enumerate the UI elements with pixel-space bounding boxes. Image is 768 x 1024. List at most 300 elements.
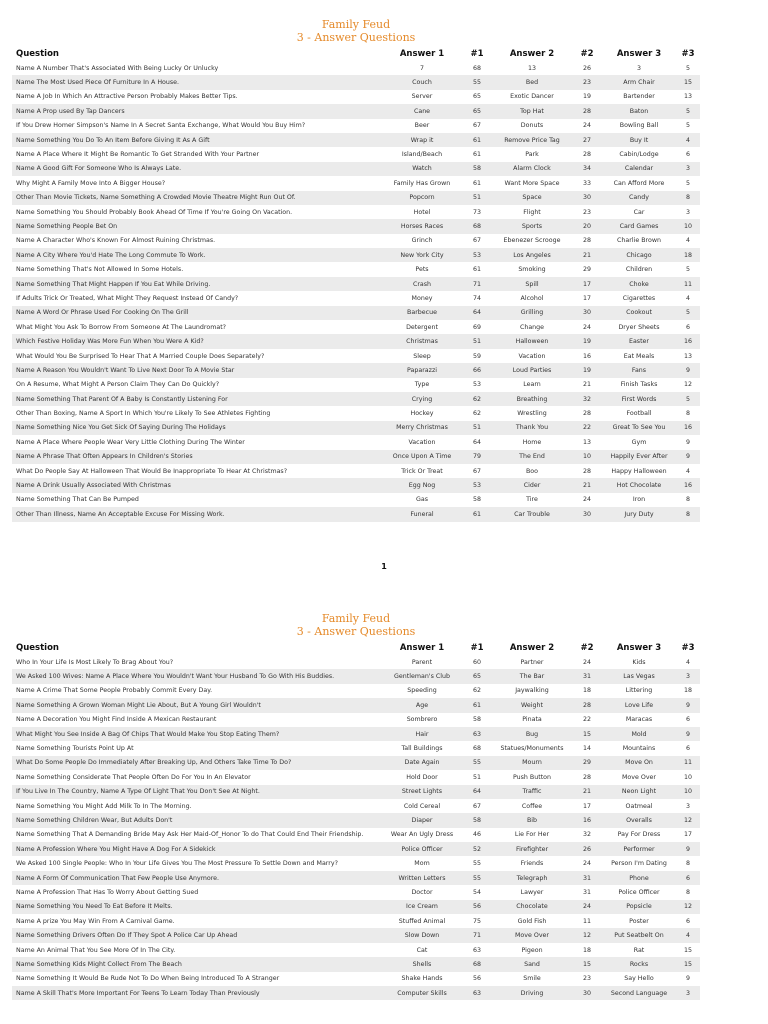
count-3-cell: 5: [676, 392, 700, 406]
question-cell: Name Something That Might Happen If You Eat While Driving.: [12, 277, 382, 291]
answer-2-cell: Smoking: [518, 266, 546, 274]
answer-3-cell: Bowling Ball: [619, 122, 659, 130]
count-2-cell: 28: [582, 773, 591, 781]
answer-2-cell: Lie For Her: [514, 831, 550, 839]
table-row: [12, 828, 700, 842]
answer-2-cell: Bug: [492, 727, 572, 741]
question-cell: Name A Prop used By Tap Dancers: [12, 104, 382, 118]
count-2-cell: 21: [572, 248, 602, 262]
answer-3-cell: Mold: [602, 727, 676, 741]
count-3-cell: 11: [676, 756, 700, 770]
answer-1-cell: Parent: [411, 658, 433, 666]
count-3-cell: 4: [685, 294, 690, 302]
count-1-cell: 61: [462, 698, 492, 712]
count-3-cell: 8: [676, 191, 700, 205]
count-2-cell: 29: [572, 756, 602, 770]
question-cell: We Asked 100 Single People: Who In Your Life Gives You The Most Pressure To Settle Down and Marry?: [16, 860, 338, 868]
question-cell: Why Might A Family Move Into A Bigger House?: [16, 179, 166, 187]
answer-2-cell: Chocolate: [492, 900, 572, 914]
count-3-cell: 9: [685, 975, 690, 983]
count-2-cell: 29: [582, 266, 591, 274]
count-2-cell: 18: [582, 687, 591, 695]
count-3-cell: 16: [676, 478, 700, 492]
question-cell: Other Than Boxing, Name A Sport In Which You're Likely To See Athletes Fighting: [16, 410, 271, 418]
answer-1-cell: Shells: [382, 957, 462, 971]
answer-1-cell: Tall Buildings: [401, 745, 443, 753]
answer-2-cell: Pigeon: [521, 946, 543, 954]
question-cell: What Do People Say At Halloween That Would Be Inappropriate To Hear At Christmas?: [16, 467, 288, 475]
answer-2-cell: The End: [492, 450, 572, 464]
answer-1-cell: Beer: [414, 122, 430, 130]
count-1-cell: 60: [472, 658, 481, 666]
table-row: [12, 320, 700, 334]
answer-1-cell: Hair: [382, 727, 462, 741]
count-1-cell: 55: [462, 871, 492, 885]
table-row: [12, 885, 700, 899]
doc-subtitle: 3 - Answer Questions: [296, 625, 416, 638]
answer-3-cell: Can Afford More: [613, 179, 665, 187]
table-row: [12, 306, 700, 320]
question-cell: Other Than Illness, Name An Acceptable Excuse For Missing Work.: [12, 507, 382, 521]
answer-3-cell: Poster: [629, 917, 649, 925]
question-cell: Name A prize You May Win From A Carnival Game.: [16, 917, 175, 925]
answer-3-cell: Person I'm Dating: [611, 860, 667, 868]
answer-1-cell: Street Lights: [382, 785, 462, 799]
count-1-cell: 63: [462, 727, 492, 741]
answer-1-cell: Date Again: [382, 756, 462, 770]
count-2-cell: 24: [582, 658, 591, 666]
header-count-1: #1: [470, 49, 484, 59]
table-row: [12, 799, 700, 813]
count-2-cell: 28: [572, 104, 602, 118]
question-cell: Name An Animal That You See More Of In The City.: [16, 946, 176, 954]
answer-2-cell: Bed: [492, 75, 572, 89]
question-cell: Name A Number That's Associated With Being Lucky Or Unlucky: [16, 64, 219, 72]
count-1-cell: 53: [462, 478, 492, 492]
table-row: [12, 928, 700, 942]
count-3-cell: 15: [676, 957, 700, 971]
count-3-cell: 9: [676, 698, 700, 712]
header-question: Question: [16, 49, 59, 59]
question-cell: On A Resume, What Might A Person Claim They Can Do Quickly?: [16, 381, 220, 389]
answer-3-cell: Candy: [602, 191, 676, 205]
answer-2-cell: Grilling: [492, 306, 572, 320]
question-cell: Name Something That Can Be Pumped: [16, 496, 139, 504]
count-3-cell: 10: [676, 785, 700, 799]
count-2-cell: 23: [572, 75, 602, 89]
count-1-cell: 67: [472, 467, 481, 475]
table-row: [12, 147, 700, 161]
answer-3-cell: Finish Tasks: [620, 381, 658, 389]
answer-1-cell: Hotel: [413, 208, 431, 216]
answer-2-cell: Friends: [520, 860, 544, 868]
question-cell: Name A Profession Where You Might Have A Dog For A Sidekick: [12, 842, 382, 856]
answer-2-cell: Halloween: [492, 334, 572, 348]
answer-3-cell: Cabin/Lodge: [619, 151, 659, 159]
count-3-cell: 15: [676, 75, 700, 89]
table-row: [12, 75, 700, 89]
count-2-cell: 16: [572, 813, 602, 827]
answer-1-cell: Doctor: [411, 888, 433, 896]
answer-1-cell: Horses Races: [382, 219, 462, 233]
answer-3-cell: Oatmeal: [625, 802, 653, 810]
count-2-cell: 26: [582, 64, 591, 72]
count-2-cell: 34: [572, 162, 602, 176]
answer-2-cell: Park: [525, 151, 539, 159]
doc-title: Family Feud: [321, 612, 391, 625]
answer-3-cell: Performer: [602, 842, 676, 856]
table-row: [12, 464, 700, 478]
answer-1-cell: Ice Cream: [382, 900, 462, 914]
answer-3-cell: Littering: [625, 687, 653, 695]
question-cell: We Asked 100 Wives: Name A Place Where You Wouldn't Want Your Husband To Go With His Buddies.: [12, 669, 382, 683]
answer-2-cell: Alcohol: [520, 294, 544, 302]
page-number: 1: [381, 562, 387, 571]
count-1-cell: 51: [472, 773, 481, 781]
answer-3-cell: First Words: [602, 392, 676, 406]
answer-2-cell: Exotic Dancer: [510, 93, 554, 101]
table-row: [12, 900, 700, 914]
answer-1-cell: Cane: [382, 104, 462, 118]
answer-2-cell: Coffee: [521, 802, 543, 810]
count-2-cell: 11: [582, 917, 591, 925]
count-2-cell: 24: [582, 323, 591, 331]
count-3-cell: 9: [685, 438, 690, 446]
table-row: [12, 119, 700, 133]
answer-2-cell: Move Over: [492, 928, 572, 942]
answer-1-cell: Once Upon A Time: [382, 450, 462, 464]
count-1-cell: 75: [472, 917, 481, 925]
answer-2-cell: Cider: [492, 478, 572, 492]
count-3-cell: 13: [683, 352, 692, 360]
answer-2-cell: Partner: [520, 658, 544, 666]
count-1-cell: 62: [472, 410, 481, 418]
answer-1-cell: Hold Door: [406, 773, 438, 781]
header-count-2: #2: [580, 643, 594, 653]
question-cell: Name Something Nice You Get Sick Of Saying During The Holidays: [12, 421, 382, 435]
answer-2-cell: Car Trouble: [492, 507, 572, 521]
table-row: [12, 813, 700, 827]
count-1-cell: 56: [472, 975, 481, 983]
answer-1-cell: Watch: [382, 162, 462, 176]
count-1-cell: 73: [472, 208, 481, 216]
answer-3-cell: Cookout: [602, 306, 676, 320]
count-3-cell: 12: [676, 900, 700, 914]
count-3-cell: 3: [676, 669, 700, 683]
table-row: [12, 770, 700, 784]
count-3-cell: 3: [676, 162, 700, 176]
table-row: [12, 378, 700, 392]
table-row: [12, 785, 700, 799]
answer-3-cell: Love Life: [602, 698, 676, 712]
question-cell: Other Than Movie Tickets, Name Something A Crowded Movie Theatre Might Run Out Of.: [12, 191, 382, 205]
count-2-cell: 15: [572, 727, 602, 741]
count-2-cell: 30: [572, 986, 602, 1000]
count-3-cell: 8: [676, 507, 700, 521]
answer-3-cell: Gym: [631, 438, 647, 446]
count-2-cell: 17: [572, 277, 602, 291]
answer-3-cell: Pay For Dress: [617, 831, 661, 839]
answer-2-cell: Mourn: [492, 756, 572, 770]
count-2-cell: 27: [572, 133, 602, 147]
table-row: [12, 655, 700, 669]
count-2-cell: 23: [582, 208, 591, 216]
answer-2-cell: Vacation: [518, 352, 546, 360]
table-row: [12, 334, 700, 348]
answer-1-cell: Grinch: [411, 237, 433, 245]
count-1-cell: 55: [472, 860, 481, 868]
count-3-cell: 6: [685, 917, 690, 925]
table-row: [12, 871, 700, 885]
count-2-cell: 19: [572, 334, 602, 348]
question-cell: Name Something That Parent Of A Baby Is Constantly Listening For: [12, 392, 382, 406]
question-cell: Name A Profession That Has To Worry About Getting Sued: [16, 888, 199, 896]
answer-1-cell: Christmas: [382, 334, 462, 348]
count-1-cell: 67: [472, 237, 481, 245]
answer-3-cell: Chicago: [602, 248, 676, 262]
count-3-cell: 6: [685, 716, 690, 724]
count-3-cell: 5: [676, 306, 700, 320]
count-2-cell: 32: [582, 831, 591, 839]
count-3-cell: 3: [685, 802, 690, 810]
count-2-cell: 22: [582, 716, 591, 724]
answer-1-cell: Gentleman's Club: [382, 669, 462, 683]
count-2-cell: 24: [582, 496, 591, 504]
answer-1-cell: Written Letters: [382, 871, 462, 885]
answer-1-cell: Age: [382, 698, 462, 712]
count-1-cell: 64: [472, 438, 481, 446]
answer-2-cell: Alarm Clock: [492, 162, 572, 176]
count-2-cell: 21: [572, 785, 602, 799]
header-answer-1: Answer 1: [399, 49, 445, 59]
count-2-cell: 23: [582, 975, 591, 983]
answer-3-cell: Car: [633, 208, 645, 216]
answer-1-cell: Cold Cereal: [403, 802, 441, 810]
count-3-cell: 3: [685, 208, 690, 216]
question-cell: If You Live In The Country, Name A Type Of Light That You Don't See At Night.: [12, 785, 382, 799]
answer-3-cell: Police Officer: [618, 888, 660, 896]
document-page-2: [12, 612, 700, 1000]
table-row: [12, 421, 700, 435]
count-1-cell: 46: [472, 831, 481, 839]
answer-2-cell: Driving: [492, 986, 572, 1000]
header-count-2: #2: [580, 49, 594, 59]
count-1-cell: 52: [462, 842, 492, 856]
question-cell: Name Something It Would Be Rude Not To Do When Being Introduced To A Stranger: [16, 975, 280, 983]
answer-3-cell: Arm Chair: [602, 75, 676, 89]
question-cell: If Adults Trick Or Treated, What Might They Request Instead Of Candy?: [16, 294, 239, 302]
question-cell: What Might You See Inside A Bag Of Chips That Would Make You Stop Eating Them?: [12, 727, 382, 741]
answer-3-cell: Second Language: [602, 986, 676, 1000]
count-1-cell: 64: [462, 306, 492, 320]
question-cell: Name Something That A Demanding Bride May Ask Her Maid-Of_Honor To do That Could End Their Friendship.: [16, 831, 364, 839]
answer-3-cell: Dryer Sheets: [618, 323, 660, 331]
answer-3-cell: Move On: [602, 756, 676, 770]
table-header-row: [12, 641, 700, 655]
count-2-cell: 32: [572, 392, 602, 406]
count-1-cell: 65: [462, 104, 492, 118]
count-2-cell: 17: [582, 802, 591, 810]
count-3-cell: 4: [685, 658, 690, 666]
answer-1-cell: Gas: [415, 496, 429, 504]
count-1-cell: 53: [462, 248, 492, 262]
doc-subtitle: 3 - Answer Questions: [296, 31, 416, 44]
answer-2-cell: Pinata: [522, 716, 542, 724]
answer-3-cell: Neon Light: [602, 785, 676, 799]
count-1-cell: 68: [472, 64, 481, 72]
question-cell: Name Something Kids Might Collect From The Beach: [12, 957, 382, 971]
answer-3-cell: Put Seatbelt On: [602, 928, 676, 942]
answer-3-cell: Choke: [602, 277, 676, 291]
table-row: [12, 363, 700, 377]
answer-3-cell: Rat: [633, 946, 645, 954]
answer-2-cell: Sports: [492, 219, 572, 233]
table-row: [12, 291, 700, 305]
answer-2-cell: Firefighter: [492, 842, 572, 856]
question-cell: What Might You Ask To Borrow From Someone At The Laundromat?: [16, 323, 227, 331]
count-2-cell: 28: [582, 410, 591, 418]
count-3-cell: 6: [685, 151, 690, 159]
answer-3-cell: Easter: [602, 334, 676, 348]
answer-3-cell: Mountains: [622, 745, 656, 753]
answer-1-cell: Wrap it: [382, 133, 462, 147]
answer-1-cell: Type: [414, 381, 430, 389]
count-3-cell: 10: [676, 219, 700, 233]
count-2-cell: 28: [582, 467, 591, 475]
answer-3-cell: Jury Duty: [602, 507, 676, 521]
question-cell: Name The Most Used Piece Of Furniture In A House.: [12, 75, 382, 89]
count-1-cell: 54: [472, 888, 481, 896]
question-cell: Name Something People Bet On: [12, 219, 382, 233]
count-1-cell: 56: [462, 900, 492, 914]
answer-2-cell: Tire: [526, 496, 538, 504]
count-2-cell: 19: [582, 93, 591, 101]
table-row: [12, 986, 700, 1000]
question-cell: Who In Your Life Is Most Likely To Brag About You?: [16, 658, 174, 666]
count-1-cell: 69: [472, 323, 481, 331]
answer-3-cell: Children: [625, 266, 653, 274]
count-1-cell: 62: [462, 392, 492, 406]
question-cell: Name A Drink Usually Associated With Christmas: [12, 478, 382, 492]
count-2-cell: 14: [582, 745, 591, 753]
answer-1-cell: Stuffed Animal: [398, 917, 446, 925]
count-1-cell: 71: [462, 928, 492, 942]
count-3-cell: 8: [685, 860, 690, 868]
answer-1-cell: Popcorn: [382, 191, 462, 205]
header-count-1: #1: [470, 643, 484, 653]
count-2-cell: 26: [572, 842, 602, 856]
count-3-cell: 13: [683, 93, 692, 101]
count-3-cell: 12: [676, 813, 700, 827]
question-cell: Name A Good Gift For Someone Who Is Always Late.: [12, 162, 382, 176]
table-row: [12, 176, 700, 190]
answer-3-cell: Rocks: [602, 957, 676, 971]
count-2-cell: 20: [572, 219, 602, 233]
count-3-cell: 5: [685, 179, 690, 187]
answer-1-cell: Shake Hands: [401, 975, 443, 983]
question-cell: What Would You Be Surprised To Hear That A Married Couple Does Separately?: [16, 352, 265, 360]
count-1-cell: 68: [472, 745, 481, 753]
header-answer-3: Answer 3: [616, 49, 662, 59]
answer-2-cell: Telegraph: [492, 871, 572, 885]
answer-2-cell: Ebenezer Scrooge: [503, 237, 561, 245]
count-2-cell: 31: [572, 871, 602, 885]
count-1-cell: 64: [462, 785, 492, 799]
question-cell: Name Something You Should Probably Book Ahead Of Time If You're Going On Vacation.: [16, 208, 293, 216]
count-2-cell: 24: [572, 900, 602, 914]
answer-1-cell: Barbecue: [382, 306, 462, 320]
answer-1-cell: Sleep: [413, 352, 431, 360]
question-cell: Which Festive Holiday Was More Fun When You Were A Kid?: [12, 334, 382, 348]
count-3-cell: 3: [676, 986, 700, 1000]
count-1-cell: 51: [462, 191, 492, 205]
question-cell: Name A Decoration You Might Find Inside A Mexican Restaurant: [16, 716, 217, 724]
count-3-cell: 12: [683, 381, 692, 389]
answer-3-cell: Great To See You: [602, 421, 676, 435]
answer-3-cell: Eat Meals: [623, 352, 655, 360]
answer-1-cell: Sombrero: [406, 716, 438, 724]
question-cell: Name Something Considerate That People Often Do For You In An Elevator: [16, 773, 251, 781]
answer-1-cell: Trick Or Treat: [401, 467, 443, 475]
table-row: [12, 248, 700, 262]
table-row: [12, 191, 700, 205]
count-1-cell: 63: [472, 946, 481, 954]
answer-2-cell: Weight: [492, 698, 572, 712]
answer-2-cell: Lawyer: [520, 888, 544, 896]
table-row: [12, 842, 700, 856]
answer-2-cell: Los Angeles: [492, 248, 572, 262]
question-cell: Name Something You Do To An Item Before Giving It As A Gift: [12, 133, 382, 147]
count-1-cell: 67: [472, 122, 481, 130]
count-2-cell: 24: [582, 860, 591, 868]
count-1-cell: 55: [462, 75, 492, 89]
count-3-cell: 5: [685, 64, 690, 72]
table-row: [12, 435, 700, 449]
count-3-cell: 16: [676, 421, 700, 435]
answer-3-cell: Popsicle: [602, 900, 676, 914]
answer-1-cell: Money: [411, 294, 433, 302]
answer-2-cell: Donuts: [520, 122, 544, 130]
count-3-cell: 11: [676, 277, 700, 291]
count-1-cell: 61: [472, 151, 481, 159]
answer-2-cell: The Bar: [492, 669, 572, 683]
answer-2-cell: Home: [522, 438, 542, 446]
answer-2-cell: Bib: [492, 813, 572, 827]
table-row: [12, 234, 700, 248]
answer-1-cell: Hockey: [410, 410, 434, 418]
answer-2-cell: Learn: [523, 381, 541, 389]
answer-3-cell: Buy It: [602, 133, 676, 147]
count-1-cell: 71: [462, 277, 492, 291]
table-row: [12, 493, 700, 507]
answer-1-cell: Detergent: [406, 323, 438, 331]
header-answer-2: Answer 2: [509, 49, 555, 59]
answer-1-cell: Vacation: [408, 438, 436, 446]
table-row: [12, 756, 700, 770]
count-2-cell: 30: [572, 306, 602, 320]
answer-2-cell: Thank You: [492, 421, 572, 435]
question-cell: Name A Job In Which An Attractive Person Probably Makes Better Tips.: [16, 93, 238, 101]
answer-1-cell: Pets: [415, 266, 429, 274]
answer-3-cell: Say Hello: [624, 975, 654, 983]
count-2-cell: 12: [572, 928, 602, 942]
table-row: [12, 669, 700, 683]
count-3-cell: 16: [676, 334, 700, 348]
answer-3-cell: Maracas: [625, 716, 653, 724]
count-3-cell: 6: [685, 323, 690, 331]
count-1-cell: 63: [462, 986, 492, 1000]
question-cell: Name Something A Grown Woman Might Lie About, But A Young Girl Wouldn't: [12, 698, 382, 712]
